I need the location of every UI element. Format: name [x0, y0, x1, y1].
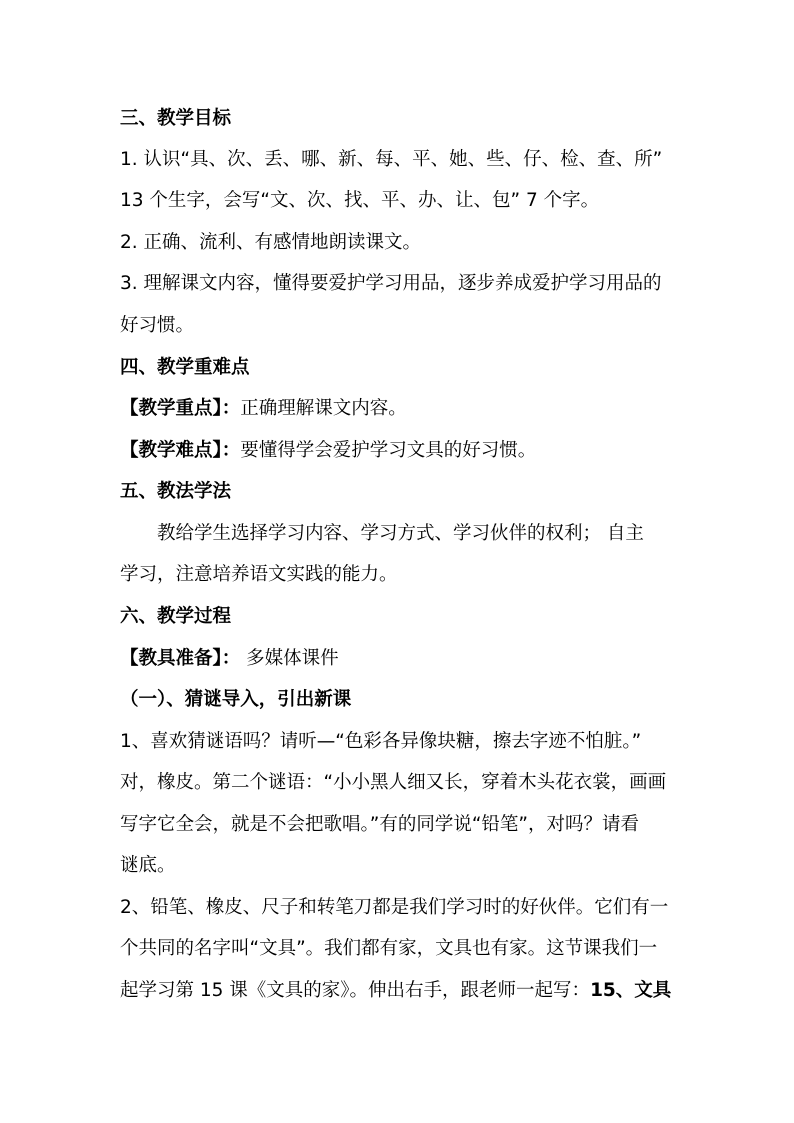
- paragraph-2-line-2: 个共同的名字叫“文具”。我们都有家，文具也有家。这节课我们一: [120, 938, 658, 959]
- paragraph-2-line-3: [120, 970, 671, 1012]
- paragraph-1-line-1: 1、喜欢猜谜语吗？请听—“色彩各异像块糖，擦去字迹不怕脏。”: [120, 731, 642, 752]
- difficult-point-label: 【教学难点】：: [120, 440, 241, 461]
- tools-text: 多媒体课件: [240, 648, 339, 669]
- paragraph-1-line-3: 写字它全会，就是不会把歌唱。”有的同学说“铅笔”，对吗？请看: [120, 814, 640, 835]
- paragraph-2-line-3-bold: 15、文具: [590, 980, 672, 1001]
- key-point-text: 正确理解课文内容。: [240, 398, 407, 419]
- goal-3-line-1: 3. 理解课文内容，懂得要爱护学习用品，逐步养成爱护学习用品的: [120, 273, 662, 294]
- tools-label: 【教具准备】：: [120, 648, 241, 669]
- paragraph-1-line-2: 对，橡皮。第二个谜语：“小小黑人细又长，穿着木头花衣裳，画画: [120, 772, 667, 793]
- difficult-point-row: [120, 430, 536, 472]
- section-heading-difficulty: 四、教学重难点: [120, 357, 250, 378]
- section-heading-goals: 三、教学目标: [120, 108, 232, 129]
- paragraph-1-line-4: 谜底。: [120, 855, 176, 876]
- paragraph-2-line-3-text: 起学习第 15 课《文具的家》。伸出右手，跟老师一起写：: [120, 980, 591, 1001]
- goal-3-line-2: 好习惯。: [120, 315, 195, 336]
- method-line-2: 学习，注意培养语文实践的能力。: [120, 564, 398, 585]
- section-heading-method: 五、教法学法: [120, 481, 232, 502]
- paragraph-2-line-1: 2、铅笔、橡皮、尺子和转笔刀都是我们学习时的好伙伴。它们有一: [120, 897, 669, 918]
- section-heading-process: 六、教学过程: [120, 606, 232, 627]
- goal-2: 2. 正确、流利、有感情地朗读课文。: [120, 232, 422, 253]
- goal-1-line-2: 13 个生字，会写“文、次、找、平、办、让、包” 7 个字。: [120, 190, 600, 211]
- subsection-heading-1: （一）、猜谜导入，引出新课: [120, 689, 352, 710]
- difficult-point-text: 要懂得学会爱护学习文具的好习惯。: [240, 440, 537, 461]
- goal-1-line-1: 1. 认识“具、次、丢、哪、新、每、平、她、些、仔、检、查、所”: [120, 149, 663, 170]
- key-point-row: [120, 388, 407, 430]
- key-point-label: 【教学重点】：: [120, 398, 241, 419]
- tools-row: [120, 638, 339, 680]
- method-line-1: 教给学生选择学习内容、学习方式、学习伙伴的权利； 自主: [157, 523, 644, 544]
